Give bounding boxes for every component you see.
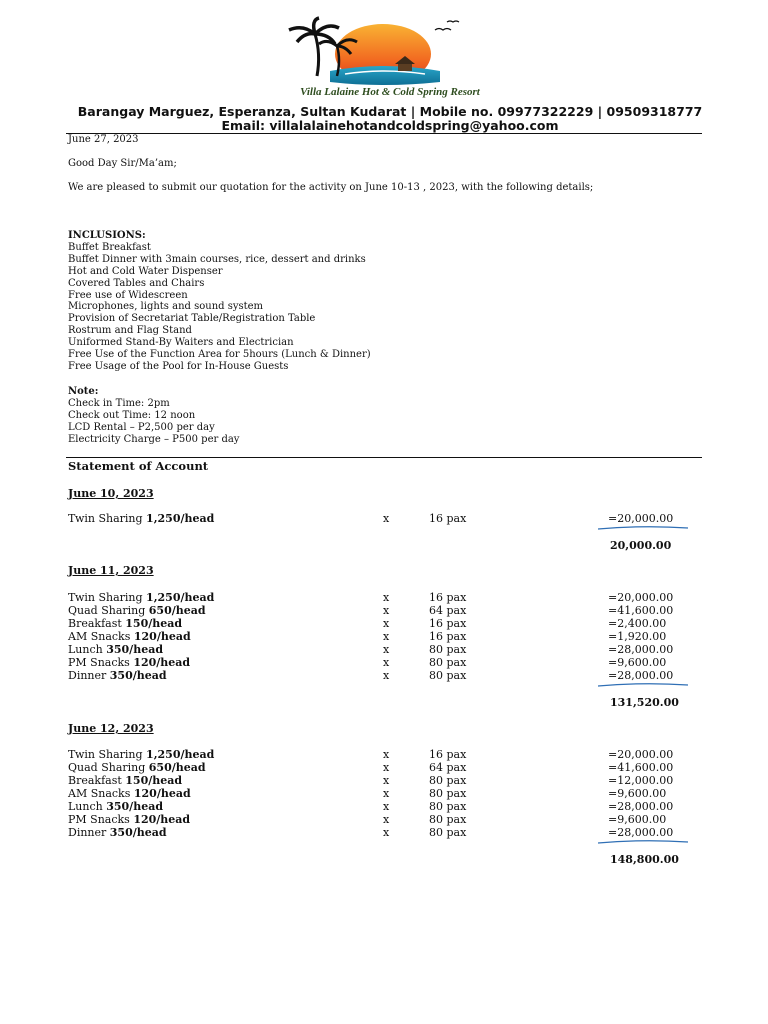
list-item: Covered Tables and Chairs — [68, 277, 205, 289]
times-sign: x — [383, 761, 390, 774]
row-amount: =2,400.00 — [608, 617, 667, 630]
pax-count: 16 pax — [429, 617, 467, 630]
row-amount: =28,000.00 — [608, 643, 674, 656]
pax-count: 80 pax — [429, 800, 467, 813]
times-sign: x — [383, 604, 390, 617]
list-item: Hot and Cold Water Dispenser — [68, 265, 223, 277]
pax-count: 80 pax — [429, 669, 467, 682]
times-sign: x — [383, 591, 390, 604]
item-name: Dinner — [68, 669, 107, 682]
statement-title: Statement of Account — [68, 459, 209, 473]
pax-count: 80 pax — [429, 826, 467, 839]
times-sign: x — [383, 774, 390, 787]
item-name: Quad Sharing — [68, 604, 146, 617]
item-name: AM Snacks — [68, 630, 131, 643]
item-name: Dinner — [68, 826, 107, 839]
item-rate: 1,250/head — [146, 591, 215, 604]
row-amount: =20,000.00 — [608, 748, 674, 761]
table-row — [68, 813, 708, 826]
note-section — [68, 386, 239, 446]
pax-count: 64 pax — [429, 761, 467, 774]
item-rate: 150/head — [125, 617, 183, 630]
list-item: Uniformed Stand-By Waiters and Electrician — [68, 337, 294, 349]
note-item: Electricity Charge – P500 per day — [68, 433, 240, 445]
item-name: PM Snacks — [68, 813, 130, 826]
inclusions-section — [68, 230, 371, 373]
email-line: Email: villalalainehotandcoldspring@yahoo.com — [221, 118, 559, 133]
pax-count: 16 pax — [429, 748, 467, 761]
note-item: Check out Time: 12 noon — [68, 409, 196, 421]
list-item: Buffet Breakfast — [68, 241, 151, 253]
note-item: Check in Time: 2pm — [68, 397, 170, 409]
times-sign: x — [383, 800, 390, 813]
row-amount: =12,000.00 — [608, 774, 674, 787]
list-item: Rostrum and Flag Stand — [68, 325, 192, 337]
item-rate: 120/head — [133, 656, 191, 669]
pax-count: 16 pax — [429, 512, 467, 525]
times-sign: x — [383, 512, 390, 525]
table-row — [68, 512, 708, 525]
address-line: Barangay Marguez, Esperanza, Sultan Kudarat | Mobile no. 09977322229 | 09509318777 — [77, 104, 703, 119]
item-name: Lunch — [68, 643, 103, 656]
day-total: 148,800.00 — [610, 853, 679, 866]
amount-underline — [598, 682, 688, 688]
row-amount: =28,000.00 — [608, 669, 674, 682]
item-rate: 650/head — [148, 604, 206, 617]
note-title: Note: — [68, 386, 99, 397]
statement-divider — [66, 457, 702, 458]
sunset-palm-icon — [275, 16, 490, 86]
row-amount: =9,600.00 — [608, 656, 667, 669]
item-name: Lunch — [68, 800, 103, 813]
table-row — [68, 669, 708, 682]
item-rate: 650/head — [148, 761, 206, 774]
item-rate: 350/head — [106, 643, 164, 656]
item-rate: 150/head — [125, 774, 183, 787]
pax-count: 64 pax — [429, 604, 467, 617]
row-amount: =41,600.00 — [608, 761, 674, 774]
table-row — [68, 604, 708, 617]
table-row — [68, 787, 708, 800]
letter-date: June 27, 2023 — [68, 134, 139, 145]
row-amount: =9,600.00 — [608, 813, 667, 826]
list-item: Free Use of the Function Area for 5hours (Lunch & Dinner) — [68, 349, 371, 361]
item-name: Breakfast — [68, 617, 122, 630]
list-item: Free use of Widescreen — [68, 289, 188, 301]
times-sign: x — [383, 617, 390, 630]
pax-count: 80 pax — [429, 656, 467, 669]
row-amount: =9,600.00 — [608, 787, 667, 800]
item-name: Twin Sharing — [68, 512, 143, 525]
pax-count: 80 pax — [429, 813, 467, 826]
pax-count: 80 pax — [429, 787, 467, 800]
pax-count: 16 pax — [429, 630, 467, 643]
list-item: Free Usage of the Pool for In-House Guests — [68, 360, 289, 372]
item-rate: 350/head — [106, 800, 164, 813]
table-row — [68, 630, 708, 643]
list-item: Provision of Secretariat Table/Registration Table — [68, 313, 316, 325]
table-row — [68, 748, 708, 761]
resort-name: Villa Lalaine Hot & Cold Spring Resort — [300, 86, 480, 98]
item-name: Twin Sharing — [68, 748, 143, 761]
item-name: Breakfast — [68, 774, 122, 787]
greeting: Good Day Sir/Ma’am; — [68, 158, 177, 169]
resort-logo — [275, 16, 490, 98]
table-row — [68, 656, 708, 669]
times-sign: x — [383, 813, 390, 826]
item-rate: 1,250/head — [146, 512, 215, 525]
table-row — [68, 643, 708, 656]
item-name: Quad Sharing — [68, 761, 146, 774]
pax-count: 80 pax — [429, 643, 467, 656]
intro-text: We are pleased to submit our quotation for the activity on June 10-13 , 2023, with the following details; — [68, 182, 594, 193]
row-amount: =28,000.00 — [608, 826, 674, 839]
day-total: 131,520.00 — [610, 696, 679, 709]
times-sign: x — [383, 787, 390, 800]
note-item: LCD Rental – P2,500 per day — [68, 421, 215, 433]
item-rate: 1,250/head — [146, 748, 215, 761]
table-row — [68, 591, 708, 604]
times-sign: x — [383, 643, 390, 656]
times-sign: x — [383, 630, 390, 643]
amount-underline — [598, 525, 688, 531]
list-item: Microphones, lights and sound system — [68, 301, 264, 313]
day-date: June 10, 2023 — [68, 487, 154, 500]
times-sign: x — [383, 656, 390, 669]
item-rate: 120/head — [133, 787, 191, 800]
table-row — [68, 774, 708, 787]
amount-underline — [598, 839, 688, 845]
item-rate: 350/head — [109, 826, 167, 839]
day-date: June 11, 2023 — [68, 564, 154, 577]
table-row — [68, 617, 708, 630]
table-row — [68, 800, 708, 813]
inclusions-title: INCLUSIONS: — [68, 230, 146, 241]
item-rate: 120/head — [133, 630, 191, 643]
row-amount: =28,000.00 — [608, 800, 674, 813]
day-date: June 12, 2023 — [68, 722, 154, 735]
day-total: 20,000.00 — [610, 539, 672, 552]
pax-count: 80 pax — [429, 774, 467, 787]
row-amount: =20,000.00 — [608, 591, 674, 604]
item-name: PM Snacks — [68, 656, 130, 669]
times-sign: x — [383, 826, 390, 839]
header-divider — [66, 133, 702, 134]
item-rate: 350/head — [109, 669, 167, 682]
item-name: Twin Sharing — [68, 591, 143, 604]
row-amount: =41,600.00 — [608, 604, 674, 617]
item-name: AM Snacks — [68, 787, 131, 800]
table-row — [68, 826, 708, 839]
table-row — [68, 761, 708, 774]
list-item: Buffet Dinner with 3main courses, rice, dessert and drinks — [68, 253, 366, 265]
row-amount: =20,000.00 — [608, 512, 674, 525]
times-sign: x — [383, 669, 390, 682]
item-rate: 120/head — [133, 813, 191, 826]
pax-count: 16 pax — [429, 591, 467, 604]
row-amount: =1,920.00 — [608, 630, 667, 643]
times-sign: x — [383, 748, 390, 761]
